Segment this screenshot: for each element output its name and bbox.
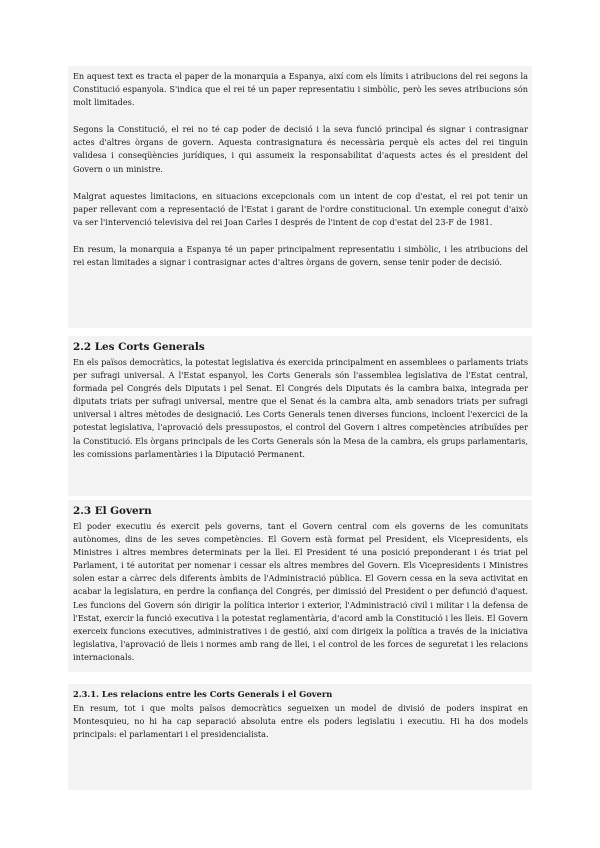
govern-section xyxy=(68,500,532,672)
intro-paragraph-2: Segons la Constitució, el rei no té cap poder de decisió i la seva funció principal és signar i contrasignar actes d'altres òrgans de govern. Aquesta contrasignatura és necessària perquè els actes del rei tinguin validesa i conseqüències jurídiques, i qui assumeix la responsabilitat d'aquests actes és el president del Govern o un ministre. xyxy=(73,124,528,174)
relacions-section xyxy=(68,684,532,790)
govern-body: El poder executiu és exercit pels governs, tant el Govern central com els governs de les comunitats autònomes, dins de les seves competències. El Govern està format pel President, els Vicepresidents, els Ministres i altres membres determinats per la llei. El President té una posició preponderant i és triat pel Parlament, i té autoritat per nomenar i cessar els altres membres del Govern. Els Vicepresidents i Ministres solen estar a càrrec dels diferents àmbits de l'Administració pública. El Govern cessa en la seva activitat en acabar la legislatura, en perdre la confiança del Congrés, per dimissió del President o per defunció d'aquest. Les funcions del Govern són dirigir la política interior i exterior, l'Administració civil i militar i la defensa de l'Estat, exercir la funció executiva i la potestat reglamentària, d'acord amb la Constitució i les lleis. El Govern exerceix funcions executives, administratives i de gestió, així com dirigeix la política a través de la iniciativa legislativa, l'aprovació de lleis i normes amb rang de llei, i el control de les forces de seguretat i les relacions internacionals. xyxy=(73,521,528,662)
relacions-body: En resum, tot i que molts països democràtics segueixen un model de divisió de poders inspirat en Montesquieu, no hi ha cap separació absoluta entre els poders legislatiu i executiu. Hi ha dos models principals: el parlamentari i el presidencialista. xyxy=(73,703,528,740)
intro-paragraph-3: Malgrat aquestes limitacions, en situacions excepcionals com un intent de cop d'estat, el rei pot tenir un paper rellevant com a representació de l'Estat i garant de l'ordre constitucional. Un exemple conegut d'això va ser l'intervenció televisiva del rei Joan Carles I després de l'intent de cop d'estat del 23-F de 1981. xyxy=(73,190,528,227)
govern-heading: 2.3 El Govern xyxy=(73,505,152,517)
corts-generals-section xyxy=(68,336,532,496)
intro-paragraph-1: En aquest text es tracta el paper de la monarquia a Espanya, així com els límits i atribucions del rei segons la Constitució espanyola. S'indica que el rei té un paper representatiu i simbòlic, però les seves atribucions són molt limitades. xyxy=(73,71,528,108)
corts-generals-body: En els països democràtics, la potestat legislativa és exercida principalment en assemblees o parlaments triats per sufragi universal. A l'Estat espanyol, les Corts Generals són l'assemblea legislativa de l'Estat central, formada pel Congrés dels Diputats i pel Senat. El Congrés dels Diputats és la cambra baixa, integrada per diputats triats per sufragi universal, mentre que el Senat és la cambra alta, amb senadors triats per sufragi universal i altres mètodes de designació. Les Corts Generals tenen diverses funcions, incloent l'exercici de la potestat legislativa, l'aprovació dels pressupostos, el control del Govern i altres competències atribuïdes per la Constitució. Els òrgans principals de les Corts Generals són la Mesa de la cambra, els grups parlamentaris, les comissions parlamentàries i la Diputació Permanent. xyxy=(73,357,528,459)
intro-paragraph-4: En resum, la monarquia a Espanya té un paper principalment representatiu i simbòlic, i les atribucions del rei estan limitades a signar i contrasignar actes d'altres òrgans de govern, sense tenir poder de decisió. xyxy=(73,243,528,268)
relacions-heading: 2.3.1. Les relacions entre les Corts Generals i el Govern xyxy=(73,689,333,699)
corts-generals-heading: 2.2 Les Corts Generals xyxy=(73,341,205,353)
intro-section xyxy=(68,66,532,328)
